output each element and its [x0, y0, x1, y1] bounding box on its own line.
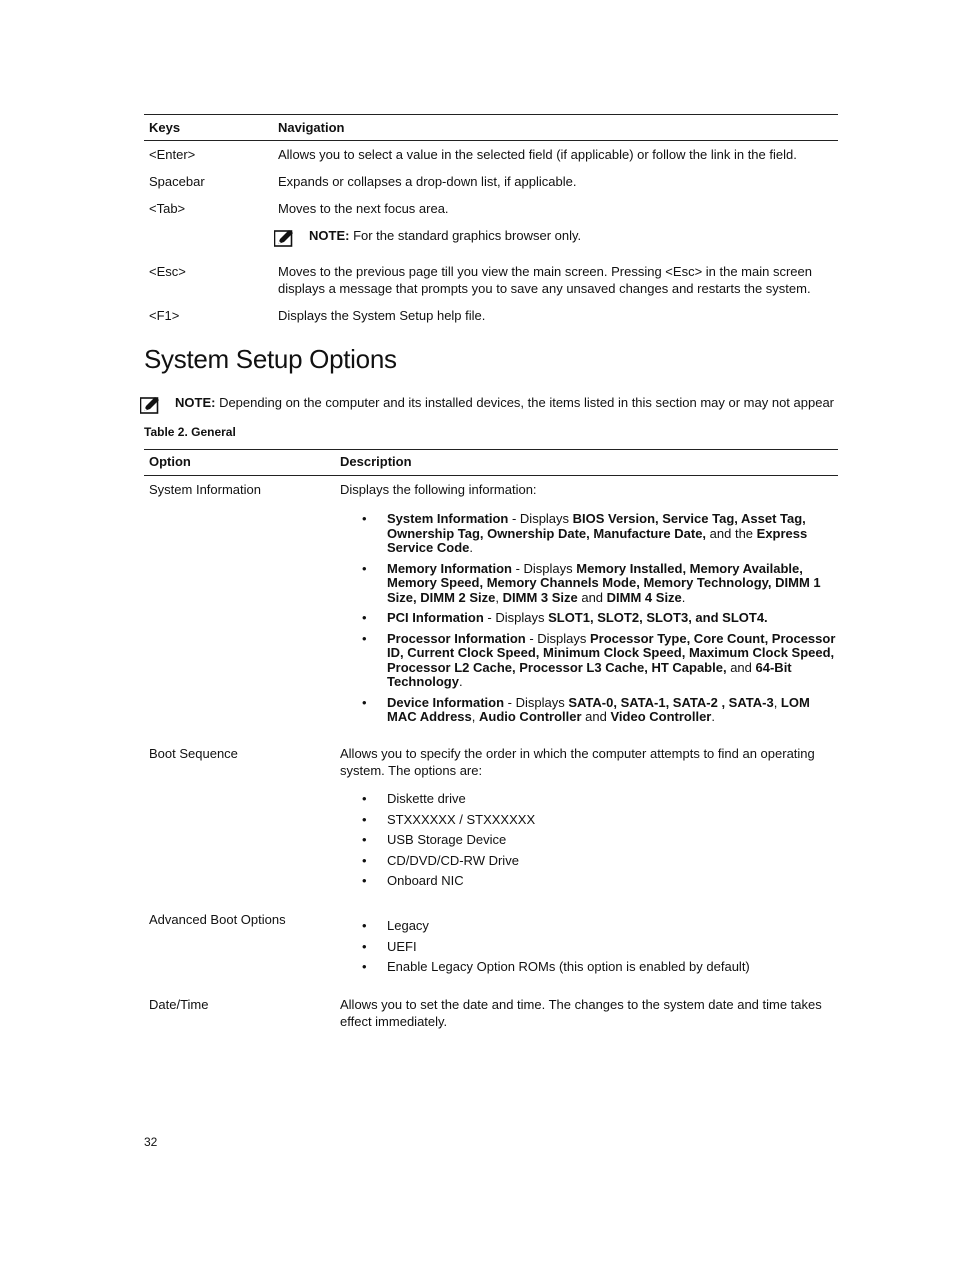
- list-item: • Onboard NIC: [362, 874, 838, 889]
- item-text: and: [577, 589, 607, 605]
- item-text: and: [726, 659, 756, 675]
- key-tab: <Tab>: [149, 201, 186, 216]
- page-number: 32: [144, 1135, 158, 1149]
- key-f1: <F1>: [149, 308, 180, 323]
- item-bold: Audio Controller: [479, 709, 582, 724]
- list-item: [362, 611, 838, 626]
- note-pencil-icon: [274, 229, 294, 247]
- item-text: .: [458, 674, 463, 689]
- system-information-list: [362, 512, 838, 731]
- option-advanced-boot: Advanced Boot Options: [149, 912, 286, 927]
- table-header-rule: [144, 140, 838, 141]
- list-item: • CD/DVD/CD-RW Drive: [362, 854, 838, 869]
- list-item: [362, 512, 838, 556]
- item-text: - Displays: [504, 694, 569, 710]
- desc-spacebar: Expands or collapses a drop-down list, if applicable.: [278, 174, 577, 189]
- col-header-keys: Keys: [149, 120, 181, 135]
- item-bold: SATA-0, SATA-1, SATA-2 , SATA-3: [568, 694, 774, 710]
- desc-tab: Moves to the next focus area.: [278, 201, 449, 216]
- item-bold: Processor Type, Core Count, Processor ID, Current Clock Speed, Minimum Clock Speed, Maximum Clock Speed, Processor L2 Cache, Processor L3 Cache, HT Capable,: [387, 630, 836, 675]
- item-text: ,: [471, 709, 479, 724]
- item-text: and: [581, 709, 611, 724]
- item-name: Memory Information: [387, 560, 512, 576]
- item-bold: Express Service Code: [387, 525, 808, 555]
- list-item: • UEFI: [362, 940, 838, 955]
- boot-sequence-list: [362, 792, 838, 895]
- section-note: [175, 394, 840, 411]
- note-label: NOTE:: [175, 395, 216, 410]
- item-text: .: [681, 589, 686, 605]
- note-text: For the standard graphics browser only.: [349, 228, 582, 243]
- option-date-time: Date/Time: [149, 997, 209, 1012]
- system-information-intro: Displays the following information:: [340, 482, 537, 497]
- item-bold: SLOT1, SLOT2, SLOT3, and SLOT4.: [548, 610, 768, 625]
- item-text: - Displays: [483, 610, 549, 625]
- key-esc: <Esc>: [149, 264, 186, 279]
- item-name: System Information: [387, 511, 509, 526]
- item-text: and the: [706, 525, 757, 541]
- col-header-description: Description: [340, 454, 412, 469]
- desc-esc: Moves to the previous page till you view the main screen. Pressing <Esc> in the main screen displays a message that prompts you to save any unsaved changes and restarts the system.: [278, 264, 812, 296]
- item-bold: LOM MAC Address: [387, 694, 810, 724]
- list-item: [362, 632, 838, 690]
- item-text: ,: [495, 589, 503, 605]
- desc-f1: Displays the System Setup help file.: [278, 308, 486, 323]
- option-boot-sequence: Boot Sequence: [149, 746, 238, 761]
- item-bold: DIMM 3 Size: [502, 589, 578, 605]
- item-name: Processor Information: [387, 630, 526, 646]
- table-caption: Table 2. General: [144, 425, 236, 439]
- item-bold: Memory Installed, Memory Available, Memory Speed, Memory Channels Mode, Memory Technology, DIMM 1 Size, DIMM 2 Size: [387, 560, 821, 605]
- boot-sequence-intro: Allows you to specify the order in which the computer attempts to find an operating system. The options are:: [340, 746, 815, 778]
- advanced-boot-list: [362, 919, 838, 981]
- table-header-rule: [144, 475, 838, 476]
- item-text: ,: [773, 694, 781, 710]
- item-text: .: [711, 709, 715, 724]
- item-text: - Displays: [511, 560, 577, 576]
- col-header-navigation: Navigation: [278, 120, 345, 135]
- item-text: .: [469, 540, 473, 555]
- list-item: • Legacy: [362, 919, 838, 934]
- note-text: Depending on the computer and its installed devices, the items listed in this section may or may not appear: [215, 395, 835, 410]
- item-bold: Video Controller: [610, 709, 712, 724]
- list-item: [362, 696, 838, 725]
- key-enter: <Enter>: [149, 147, 196, 162]
- note-label: NOTE:: [309, 228, 350, 243]
- section-title: System Setup Options: [144, 344, 397, 374]
- list-item: • Diskette drive: [362, 792, 838, 807]
- item-text: - Displays: [508, 511, 573, 526]
- key-spacebar: Spacebar: [149, 174, 205, 189]
- list-item: [362, 562, 838, 606]
- list-item: • STXXXXXX / STXXXXXX: [362, 813, 838, 828]
- date-time-desc: Allows you to set the date and time. The changes to the system date and time takes effect immediately.: [340, 997, 822, 1029]
- list-item: • USB Storage Device: [362, 833, 838, 848]
- table-top-rule: [144, 449, 838, 450]
- tab-note: [309, 227, 581, 244]
- item-bold: 64-Bit Technology: [387, 659, 792, 689]
- desc-enter: Allows you to select a value in the selected field (if applicable) or follow the link in the field.: [278, 147, 797, 162]
- item-bold: DIMM 4 Size: [606, 589, 682, 605]
- note-pencil-icon: [140, 396, 160, 414]
- table-top-rule: [144, 114, 838, 115]
- item-name: PCI Information: [387, 610, 484, 625]
- item-text: - Displays: [525, 630, 590, 646]
- item-name: Device Information: [387, 694, 505, 710]
- col-header-option: Option: [149, 454, 191, 469]
- item-bold: BIOS Version, Service Tag, Asset Tag, Ownership Tag, Ownership Date, Manufacture Date,: [387, 511, 806, 541]
- list-item: • Enable Legacy Option ROMs (this option is enabled by default): [362, 960, 838, 975]
- option-system-information: System Information: [149, 482, 261, 497]
